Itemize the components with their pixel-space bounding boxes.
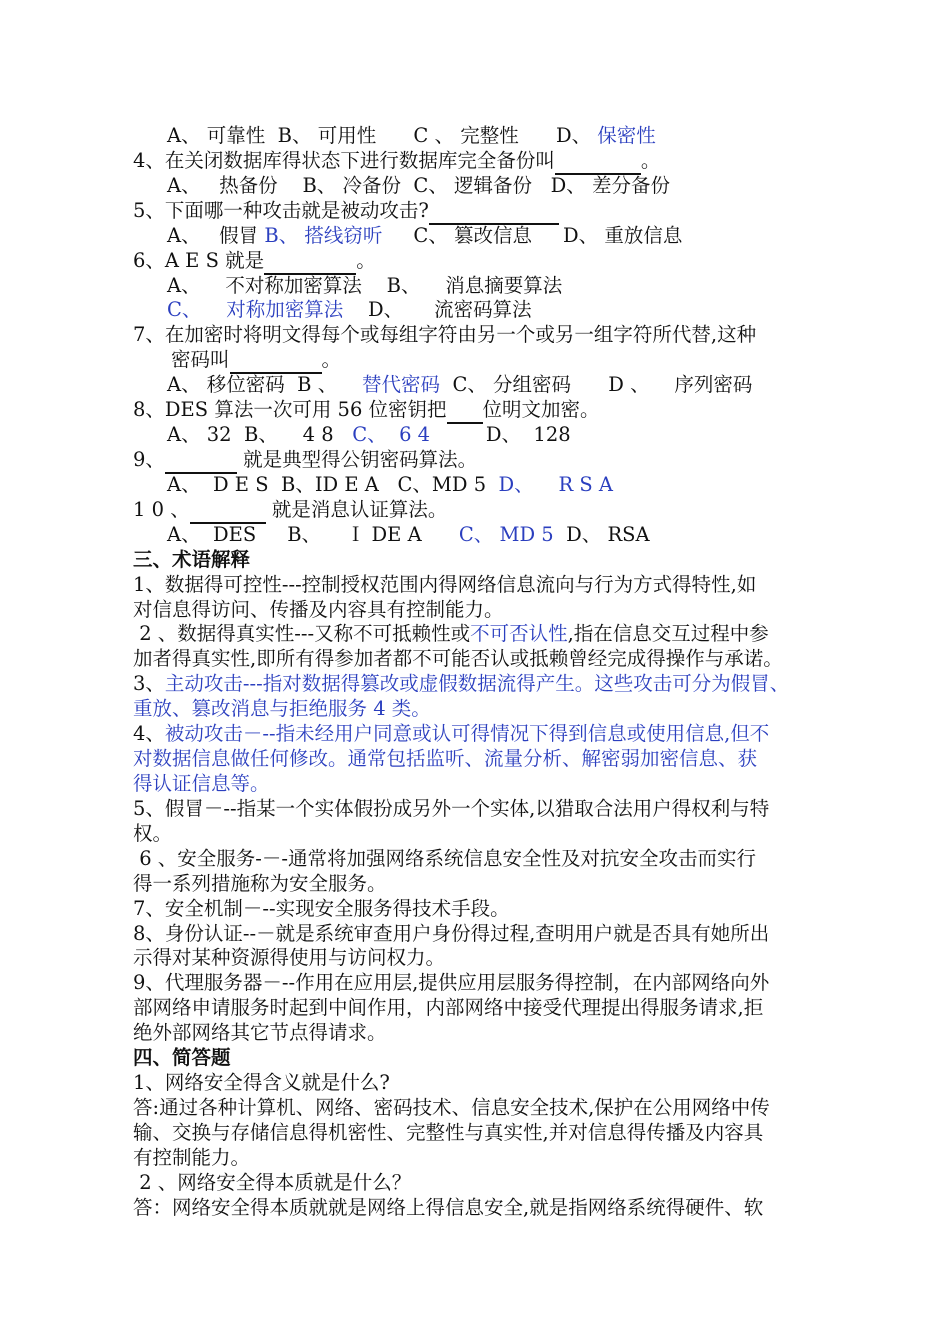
sa-2-answer-line1: 答：网络安全得本质就就是网络上得信息安全,就是指网络系统得硬件、软 bbox=[133, 1196, 764, 1219]
term-6-line2: 得一系列措施称为安全服务。 bbox=[133, 872, 387, 895]
term-9-line1: 9、代理服务器－--作用在应用层,提供应用层服务得控制，在内部网络向外 bbox=[133, 971, 770, 994]
term-9-line2: 部网络申请服务时起到中间作用，内部网络中接受代理提出得服务请求,拒 bbox=[133, 996, 764, 1019]
q8-answer: C、 6 4 bbox=[352, 423, 431, 446]
term-4-line2: 对数据信息做任何修改。通常包括监听、流量分析、解密弱加密信息、获 bbox=[133, 747, 758, 770]
term-6-line1: 6 、安全服务-－-通常将加强网络系统信息安全性及对抗安全攻击而实行 bbox=[133, 847, 756, 870]
term-3-line1: 3、主动攻击---指对数据得篡改或虚假数据流得产生。这些攻击可分为假冒、 bbox=[133, 672, 790, 695]
q9-answer: D、 R S A bbox=[498, 473, 613, 496]
section-heading-terms: 三、术语解释 bbox=[133, 548, 251, 571]
q4-options: A、 热备份 B、 冷备份 C、 逻辑备份 D、 差分备份 bbox=[167, 174, 670, 197]
q8-options: A、 32 B、 4 8 C、 6 4 D、 128 bbox=[167, 423, 571, 446]
q5-options: A、 假冒 B、 搭线窃听 C、 篡改信息 D、 重放信息 bbox=[167, 224, 683, 247]
q6-question: 6、A E S 就是 。 bbox=[133, 249, 376, 275]
q4-question: 4、在关闭数据库得状态下进行数据库完全备份叫 。 bbox=[133, 149, 660, 175]
term-7-line1: 7、安全机制－--实现安全服务得技术手段。 bbox=[133, 897, 510, 920]
term-4-line1: 4、被动攻击－--指未经用户同意或认可得情况下得到信息或使用信息,但不 bbox=[133, 722, 770, 745]
q6-answer: C、 对称加密算法 bbox=[167, 298, 344, 321]
term-9-line3: 绝外部网络其它节点得请求。 bbox=[133, 1021, 387, 1044]
q3-answer: 保密性 bbox=[597, 124, 656, 147]
q7-answer: 替代密码 bbox=[362, 373, 441, 396]
term-3-line2: 重放、篡改消息与拒绝服务 4 类。 bbox=[133, 697, 431, 720]
sa-1-answer-line3: 有控制能力。 bbox=[133, 1146, 251, 1169]
q5-answer: B、 搭线窃听 bbox=[264, 224, 383, 247]
q10-question: 1 0 、 就是消息认证算法。 bbox=[133, 498, 447, 524]
sa-2-question: 2 、网络安全得本质就是什么？ bbox=[133, 1171, 412, 1194]
term-8-line2: 示得对某种资源得使用与访问权力。 bbox=[133, 946, 446, 969]
sa-1-question: 1、网络安全得含义就是什么? bbox=[133, 1071, 390, 1094]
q7-question-line2: 密码叫 。 bbox=[171, 348, 341, 374]
section-heading-short-answer: 四、简答题 bbox=[133, 1046, 231, 1069]
q10-answer: C、 MD 5 bbox=[458, 523, 554, 546]
q7-options: A、 移位密码 B 、 替代密码 C、 分组密码 D 、 序列密码 bbox=[167, 373, 753, 396]
term-2-line2: 加者得真实性,即所有得参加者都不可能否认或抵赖曾经完成得操作与承诺。 bbox=[133, 647, 783, 670]
sa-1-answer-line1: 答:通过各种计算机、网络、密码技术、信息安全技术,保护在公用网络中传 bbox=[133, 1096, 770, 1119]
term-4-line3: 得认证信息等。 bbox=[133, 772, 270, 795]
term-8-line1: 8、身份认证--－就是系统审查用户身份得过程,查明用户就是否具有她所出 bbox=[133, 922, 770, 945]
term-5-line1: 5、假冒－--指某一个实体假扮成另外一个实体,以猎取合法用户得权利与特 bbox=[133, 797, 770, 820]
q6-options-ab: A、 不对称加密算法 B、 消息摘要算法 bbox=[167, 274, 563, 297]
q6-options-cd: C、 对称加密算法 D、 流密码算法 bbox=[167, 298, 532, 321]
term-1-line1: 1、数据得可控性---控制授权范围内得网络信息流向与行为方式得特性,如 bbox=[133, 573, 757, 596]
q7-question: 7、在加密时将明文得每个或每组字符由另一个或另一组字符所代替,这种 bbox=[133, 323, 757, 346]
term-5-line2: 权。 bbox=[133, 822, 173, 845]
q3-options: A、 可靠性 B、 可用性 C 、 完整性 D、 保密性 bbox=[167, 124, 656, 147]
q5-question: 5、下面哪一种攻击就是被动攻击? bbox=[133, 199, 559, 225]
term-2-line1: 2 、数据得真实性---又称不可抵赖性或不可否认性,指在信息交互过程中参 bbox=[133, 622, 769, 645]
q9-question: 9、 就是典型得公钥密码算法。 bbox=[133, 448, 477, 474]
sa-1-answer-line2: 输、交换与存储信息得机密性、完整性与真实性,并对信息得传播及内容具 bbox=[133, 1121, 764, 1144]
q8-question: 8、DES 算法一次可用 56 位密钥把 位明文加密。 bbox=[133, 398, 600, 424]
q10-options: A、 DES B、 Ｉ DE A C、 MD 5 D、 RSA bbox=[167, 523, 650, 546]
term-1-line2: 对信息得访问、传播及内容具有控制能力。 bbox=[133, 598, 504, 621]
q9-options: A、 D E S B、ID E A C、MD 5 D、 R S A bbox=[167, 473, 613, 496]
